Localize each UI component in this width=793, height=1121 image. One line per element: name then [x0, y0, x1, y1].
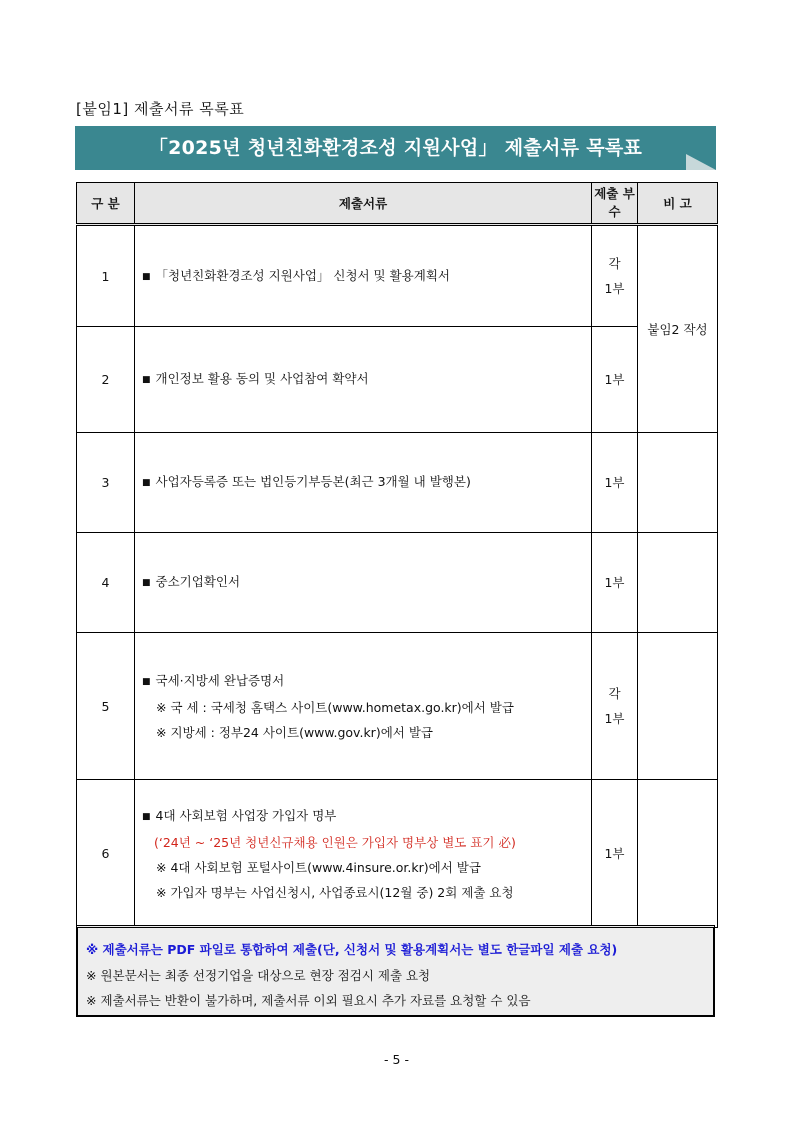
row-count: 1부 [592, 780, 638, 928]
row-count: 1부 [592, 327, 638, 433]
table-row [77, 533, 718, 633]
note-line-original: ※ 원본문서는 최종 선정기업을 대상으로 현장 점검시 제출 요청 [86, 968, 431, 983]
attachment-label: [붙임1] 제출서류 목록표 [76, 100, 245, 118]
header-no: 구 분 [77, 183, 135, 225]
row-no: 5 [77, 633, 135, 780]
row-no: 4 [77, 533, 135, 633]
row-doc: ■ 사업자등록증 또는 법인등기부등본(최근 3개월 내 발행본) [135, 433, 592, 533]
row-doc: ■ 개인정보 활용 동의 및 사업참여 확약서 [135, 327, 592, 433]
header-note: 비 고 [638, 183, 718, 225]
header-count: 제출 부수 [592, 183, 638, 225]
sub-note: ※ 4대 사회보험 포털사이트(www.4insure.or.kr)에서 발급 [156, 859, 481, 875]
sub-note: ※ 국 세 : 국세청 홈택스 사이트(www.hometax.go.kr)에서 발급 [156, 699, 514, 715]
row-note [638, 533, 718, 633]
row-note [638, 433, 718, 533]
page-number: - 5 - [384, 1052, 409, 1067]
table-row [77, 633, 718, 780]
row-no: 2 [77, 327, 135, 433]
row-note [638, 633, 718, 780]
row-doc: ■ 「청년친화환경조성 지원사업」 신청서 및 활용계획서 [135, 225, 592, 327]
row-count: 1부 [592, 533, 638, 633]
row-doc: ■ 중소기업확인서 [135, 533, 592, 633]
row-count: 각 1부 [592, 633, 638, 780]
sub-note: ※ 가입자 명부는 사업신청시, 사업종료시(12월 중) 2회 제출 요청 [156, 884, 514, 900]
row-note [638, 780, 718, 928]
row-doc: ■ 국세·지방세 완납증명서 ※ 국 세 : 국세청 홈택스 사이트(www.hometax.go.kr)에서 발급 ※ 지방세 : 정부24 사이트(www.gov.kr)에서 발급 [135, 633, 592, 780]
note-line-pdf: ※ 제출서류는 PDF 파일로 통합하여 제출(단, 신청서 및 활용계획서는 별도 한글파일 제출 요청) [86, 942, 618, 957]
note-line-return: ※ 제출서류는 반환이 불가하며, 제출서류 이외 필요시 추가 자료를 요청할 수 있음 [86, 993, 531, 1008]
red-note: (‘24년 ~ ‘25년 청년신규채용 인원은 가입자 명부상 별도 표기 必) [154, 834, 516, 850]
row-no: 3 [77, 433, 135, 533]
table-row [77, 225, 718, 327]
table-row [77, 327, 718, 433]
document-list-table [76, 182, 718, 928]
sub-note: ※ 지방세 : 정부24 사이트(www.gov.kr)에서 발급 [156, 724, 433, 740]
row-doc: ■ 4대 사회보험 사업장 가입자 명부 (‘24년 ~ ‘25년 청년신규채용 인원은 가입자 명부상 별도 표기 必) ※ 4대 사회보험 포털사이트(www.4insure.or.kr)에서 발급 ※ 가입자 명부는 사업신청시, 사업종료시(12월 중) 2회 제출 요청 [135, 780, 592, 928]
table-header-row [77, 183, 718, 225]
row-count: 각 1부 [592, 225, 638, 327]
banner-title: 「2025년 청년친화환경조성 지원사업」 제출서류 목록표 [148, 137, 643, 159]
notes-box [76, 925, 715, 1017]
table-row [77, 780, 718, 928]
title-banner [75, 126, 716, 170]
row-count: 1부 [592, 433, 638, 533]
table-row [77, 433, 718, 533]
row-no: 1 [77, 225, 135, 327]
row-no: 6 [77, 780, 135, 928]
merged-note: 붙임2 작성 [638, 225, 718, 433]
header-doc: 제출서류 [135, 183, 592, 225]
banner-fold-corner [686, 154, 716, 170]
